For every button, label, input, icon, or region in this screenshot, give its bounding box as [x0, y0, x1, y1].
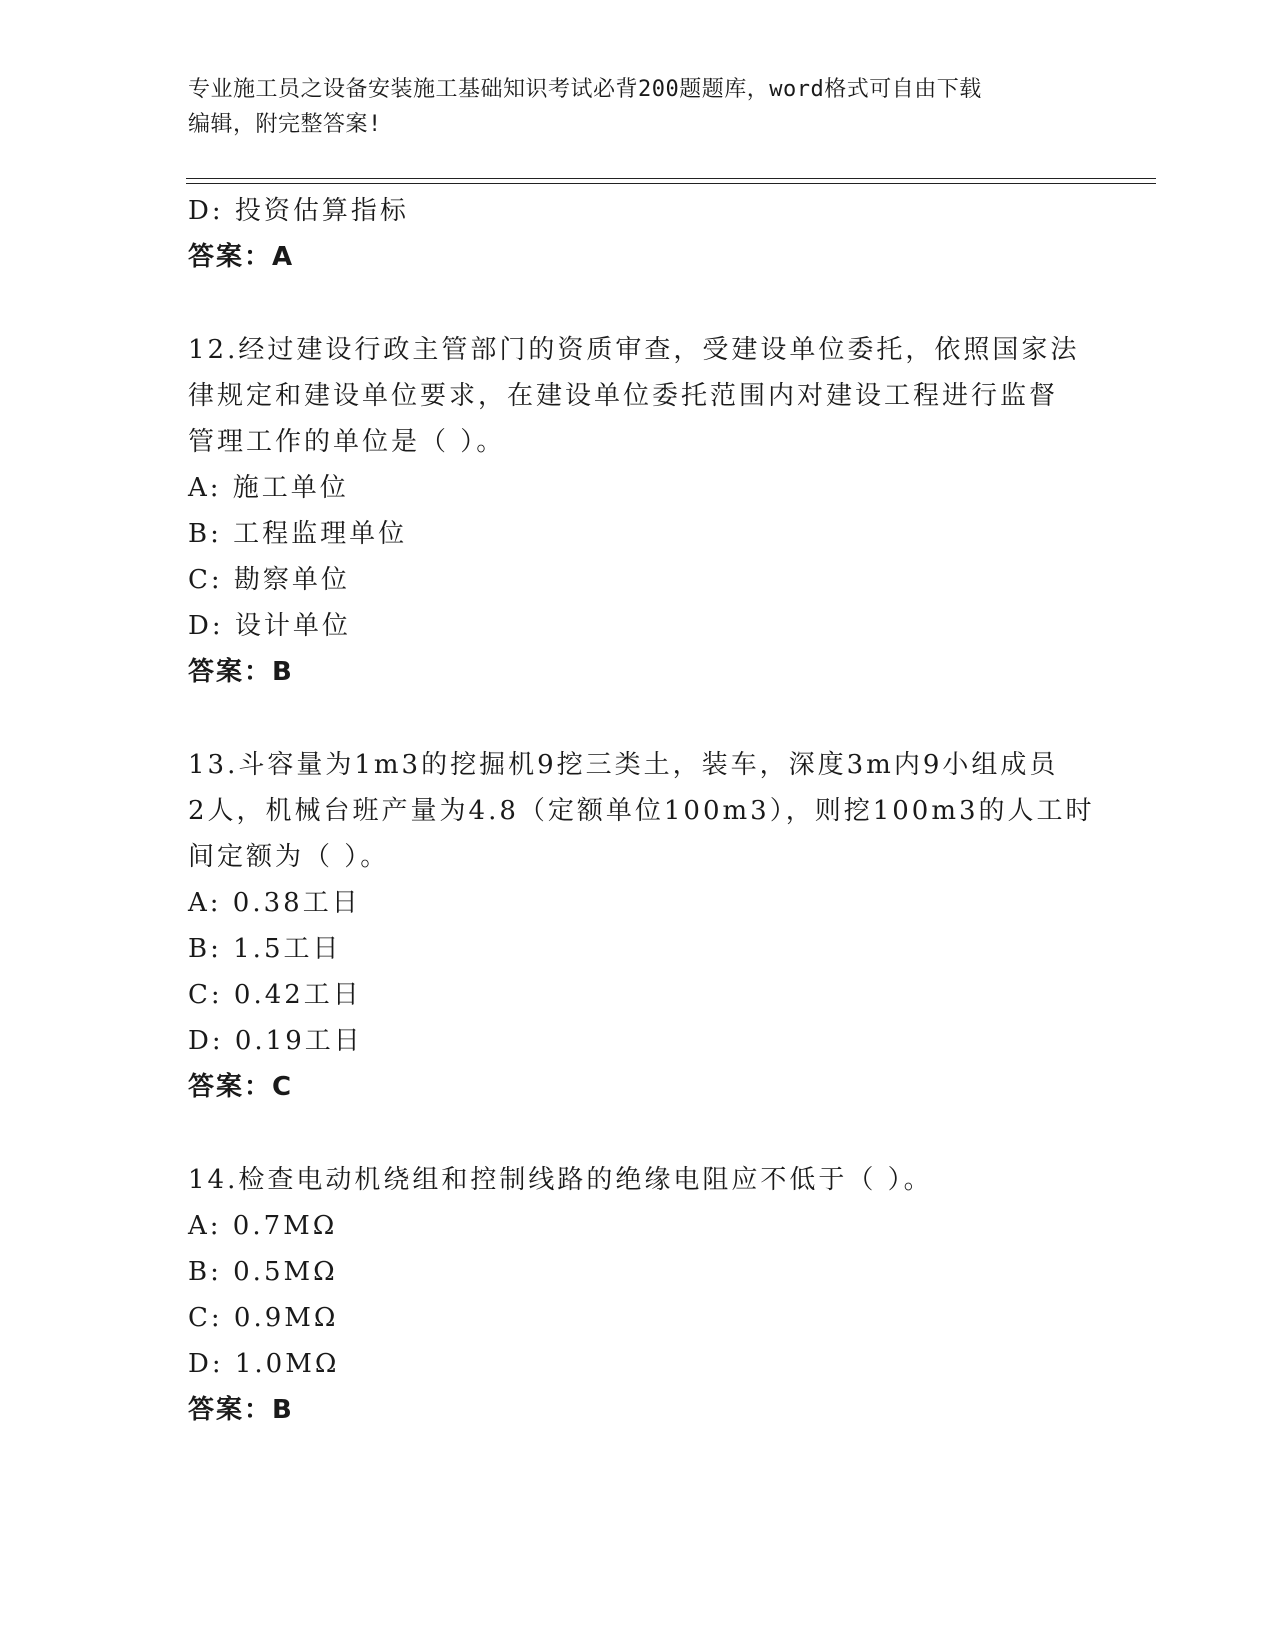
question-stem-line: 间定额为（ ）。 — [188, 842, 390, 872]
question-12 — [188, 327, 1088, 695]
option-b: B: 工程监理单位 — [188, 519, 408, 549]
document-header — [188, 72, 1068, 142]
question-13 — [188, 742, 1095, 1110]
spacer — [188, 695, 1088, 742]
question-stem-line: 13.斗容量为1m3的挖掘机9挖三类土，装车，深度3m内9小组成员 — [188, 750, 1059, 780]
question-stem-line: 12.经过建设行政主管部门的资质审查，受建设单位委托，依照国家法 — [188, 335, 1080, 365]
option-a: A: 0.38工日 — [188, 888, 361, 918]
option-b: B: 0.5MΩ — [188, 1257, 338, 1287]
option-b: B: 1.5工日 — [188, 934, 342, 964]
prev-question-option-d: D: 投资估算指标 — [188, 196, 409, 226]
option-c: C: 0.42工日 — [188, 980, 362, 1010]
answer: 答案：B — [188, 657, 294, 687]
option-a: A: 施工单位 — [188, 473, 349, 503]
spacer — [188, 1110, 1088, 1157]
answer: 答案：B — [188, 1395, 294, 1425]
question-stem-line: 2人，机械台班产量为4.8（定额单位100m3），则挖100m3的人工时 — [188, 796, 1095, 826]
question-stem-line: 管理工作的单位是（ ）。 — [188, 427, 506, 457]
option-d: D: 0.19工日 — [188, 1026, 363, 1056]
question-list — [188, 188, 1095, 1433]
question-14 — [188, 1157, 1088, 1433]
question-stem-line: 律规定和建设单位要求，在建设单位委托范围内对建设工程进行监督 — [188, 381, 1059, 411]
header-divider-top — [186, 178, 1156, 179]
header-divider-bottom — [186, 183, 1156, 184]
option-d: D: 1.0MΩ — [188, 1349, 340, 1379]
option-d: D: 设计单位 — [188, 611, 351, 641]
spacer — [188, 280, 1088, 327]
header-title-line-1: 专业施工员之设备安装施工基础知识考试必背200题题库，word格式可自由下载 — [188, 77, 982, 102]
prev-question-answer: 答案：A — [188, 242, 295, 272]
question-stem-line: 14.检查电动机绕组和控制线路的绝缘电阻应不低于（ ）。 — [188, 1165, 933, 1195]
option-a: A: 0.7MΩ — [188, 1211, 338, 1241]
answer: 答案：C — [188, 1072, 294, 1102]
header-title-line-2: 编辑，附完整答案! — [188, 112, 382, 137]
option-c: C: 0.9MΩ — [188, 1303, 339, 1333]
option-c: C: 勘察单位 — [188, 565, 350, 595]
